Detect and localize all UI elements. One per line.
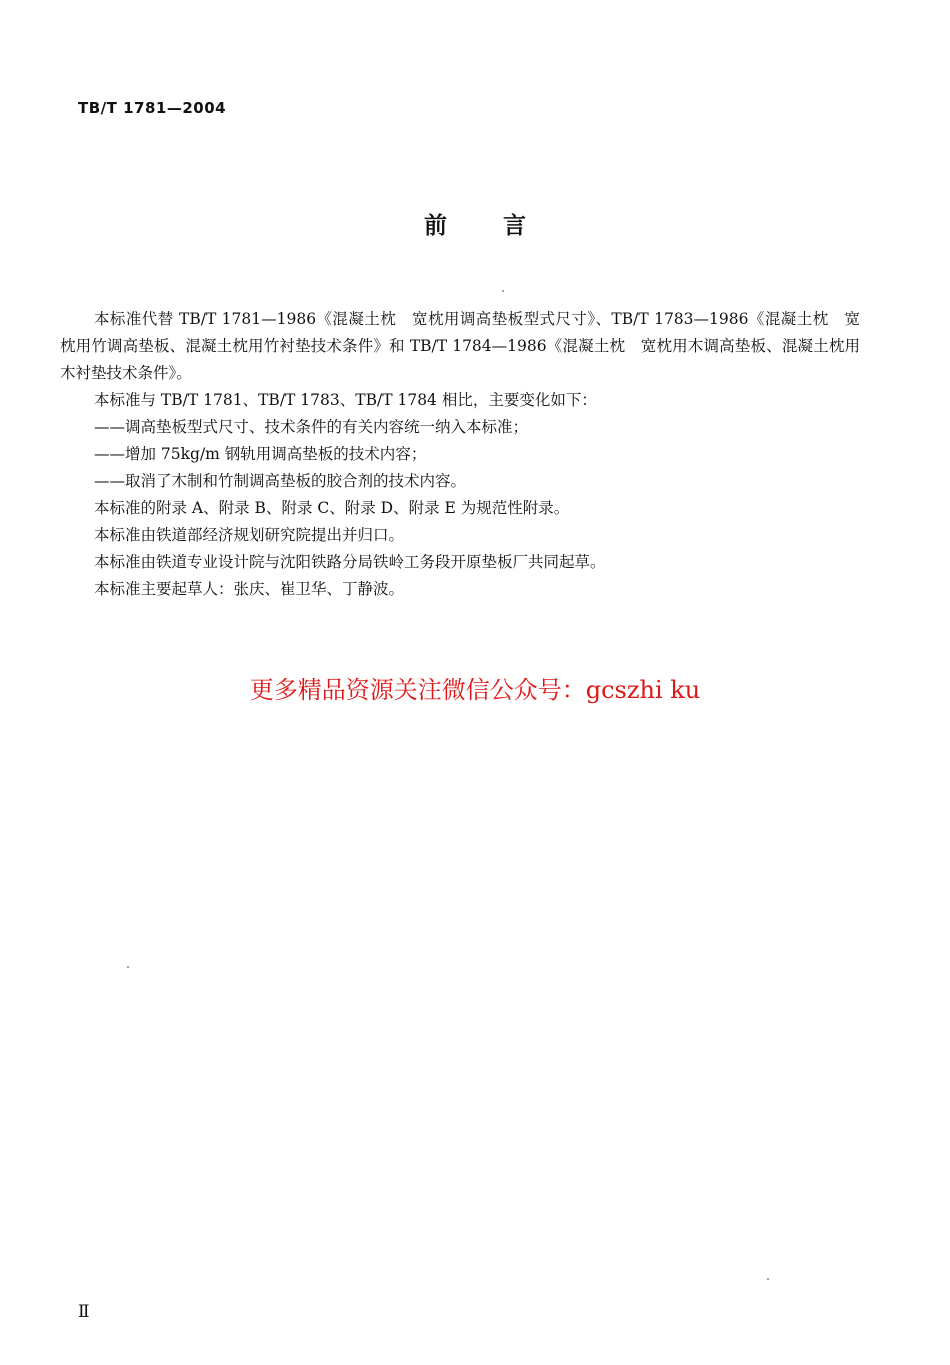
standard-code-header: TB/T 1781—2004 bbox=[78, 99, 227, 117]
scan-speck bbox=[767, 1278, 769, 1280]
page-number: Ⅱ bbox=[78, 1302, 90, 1321]
paragraph-replacement: 本标准代替 TB/T 1781—1986《混凝土枕 宽枕用调高垫板型式尺寸》、TB/T 1783—1986《混凝土枕 宽枕用竹调高垫板、混凝土枕用竹衬垫技术条件》和 TB/T 1784—1986《混凝土枕 宽枕用木调高垫板、混凝土枕用木衬垫技术条件》。 bbox=[60, 310, 860, 382]
paragraph-drafters-org: 本标准由铁道专业设计院与沈阳铁路分局铁岭工务段开原垫板厂共同起草。 bbox=[94, 553, 606, 571]
paragraph-appendices: 本标准的附录 A、附录 B、附录 C、附录 D、附录 E 为规范性附录。 bbox=[94, 499, 570, 517]
paragraph-change-3: ——取消了木制和竹制调高垫板的胶合剂的技术内容。 bbox=[94, 472, 467, 490]
paragraph-change-2: ——增加 75kg/m 钢轨用调高垫板的技术内容； bbox=[94, 445, 427, 463]
promo-banner: 更多精品资源关注微信公众号：gcszhi ku bbox=[249, 676, 701, 704]
paragraph-proposer: 本标准由铁道部经济规划研究院提出并归口。 bbox=[94, 526, 405, 544]
foreword-body bbox=[60, 306, 860, 603]
paragraph-drafters: 本标准主要起草人：张庆、崔卫华、丁静波。 bbox=[94, 580, 405, 598]
paragraph-changes-intro: 本标准与 TB/T 1781、TB/T 1783、TB/T 1784 相比，主要变化如下： bbox=[94, 391, 597, 409]
page-title: 前言 bbox=[424, 213, 582, 239]
scan-speck bbox=[502, 290, 504, 292]
paragraph-change-1: ——调高垫板型式尺寸、技术条件的有关内容统一纳入本标准； bbox=[94, 418, 529, 436]
scan-speck bbox=[127, 966, 129, 968]
